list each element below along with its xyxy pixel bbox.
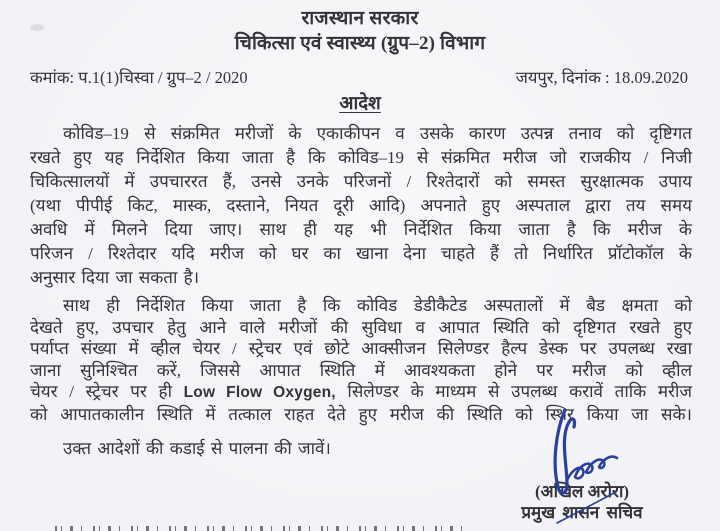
para2-line-6: को आपातकालीन स्थिति में तत्काल राहत देते हुए मरीज की स्थिति को स्थिर किया जा सके। — [30, 404, 692, 424]
para2-line-4: जाना सुनिश्चित करें, जिससे आपात स्थिति में आवश्यकता होने पर मरीज को व्हील — [30, 360, 692, 380]
paragraph-1 — [30, 122, 692, 290]
para1-line-6: परिजन / रिश्तेदार यदि मरीज को घर का खाना देना चाहते हैं तो निर्धारित प्रॉटोकॉल के — [30, 244, 692, 263]
letterhead — [0, 0, 720, 56]
para1-line-4: (यथा पीपीई किट, मास्क, दस्ताने, नियत दूरी आदि) अपनाते हुए अस्पताल द्वारा तय समय — [30, 196, 692, 215]
place-and-date: जयपुर, दिनांक : 18.09.2020 — [515, 68, 688, 87]
oxygen-line-pre: चेयर / स्ट्रेचर पर ही — [30, 382, 184, 402]
para2-line-1: साथ ही निर्देशित किया जाता है कि कोविड डेडीकैटेड अस्पतालों में बैड क्षमता को — [63, 296, 692, 315]
para1-line-1: कोविड–19 से संक्रमित मरीजों के एकाकीपन व उसके कारण उत्पन्न तनाव को दृष्टिगत — [63, 124, 692, 143]
oxygen-line-latin: Low Flow Oxygen, — [183, 384, 336, 402]
reference-row — [0, 56, 720, 89]
cutoff-text-line — [55, 526, 470, 531]
para1-line-5: अवधि में मिलने दिया जाए। साथ ही यह भी निर्देशित किया जाता है कि मरीज के — [30, 220, 692, 239]
order-heading-row — [0, 90, 720, 114]
para2-line-3: पर्याप्त संख्या में व्हील चेयर / स्ट्रेचर एवं छोटे आक्सीजन सिलेण्डर हैल्प डेस्क पर उपलब्ध रखा — [30, 339, 692, 359]
para1-line-3: चिकित्सालयों में उपचाररत हैं, उनसे उनके परिजनों / रिश्तेदारों को समस्त सुरक्षात्मक उपाय — [30, 172, 692, 191]
signature-ink-scribble — [523, 403, 635, 525]
para1-line-2: रखते हुए यह निर्देशित किया जाता है कि कोविड–19 से संक्रमित मरीज जो राजकीय / निजी — [30, 148, 692, 167]
signatory-title: प्रमुख शासन सचिव — [521, 503, 643, 522]
para1-line-7: अनुसार दिया जा सकता है। — [30, 268, 200, 287]
government-name: राजस्थान सरकार — [301, 8, 419, 29]
reference-number: कमांक: प.1(1)चिस्वा / ग्रुप–2 / 2020 — [30, 68, 248, 87]
department-name: चिकित्सा एवं स्वास्थ्य (ग्रुप–2) विभाग — [234, 33, 486, 54]
order-heading: आदेश — [339, 94, 381, 114]
scan-smudge — [30, 24, 44, 31]
oxygen-line-post: सिलेण्डर के माध्यम से उपलब्ध करावें ताकि मरीज — [335, 382, 693, 402]
closing-line: उक्त आदेशों की कडाई से पालना की जावें। — [63, 438, 331, 458]
signatory-name: (अखिल अरोरा) — [534, 482, 630, 501]
para2-line-5-oxygen — [30, 381, 692, 404]
para2-line-2: देखते हुए, उपचार हेतु आने वाले मरीजों की सुविधा व आपात स्थिति को दृष्टिगत रखते हुए — [30, 317, 692, 337]
